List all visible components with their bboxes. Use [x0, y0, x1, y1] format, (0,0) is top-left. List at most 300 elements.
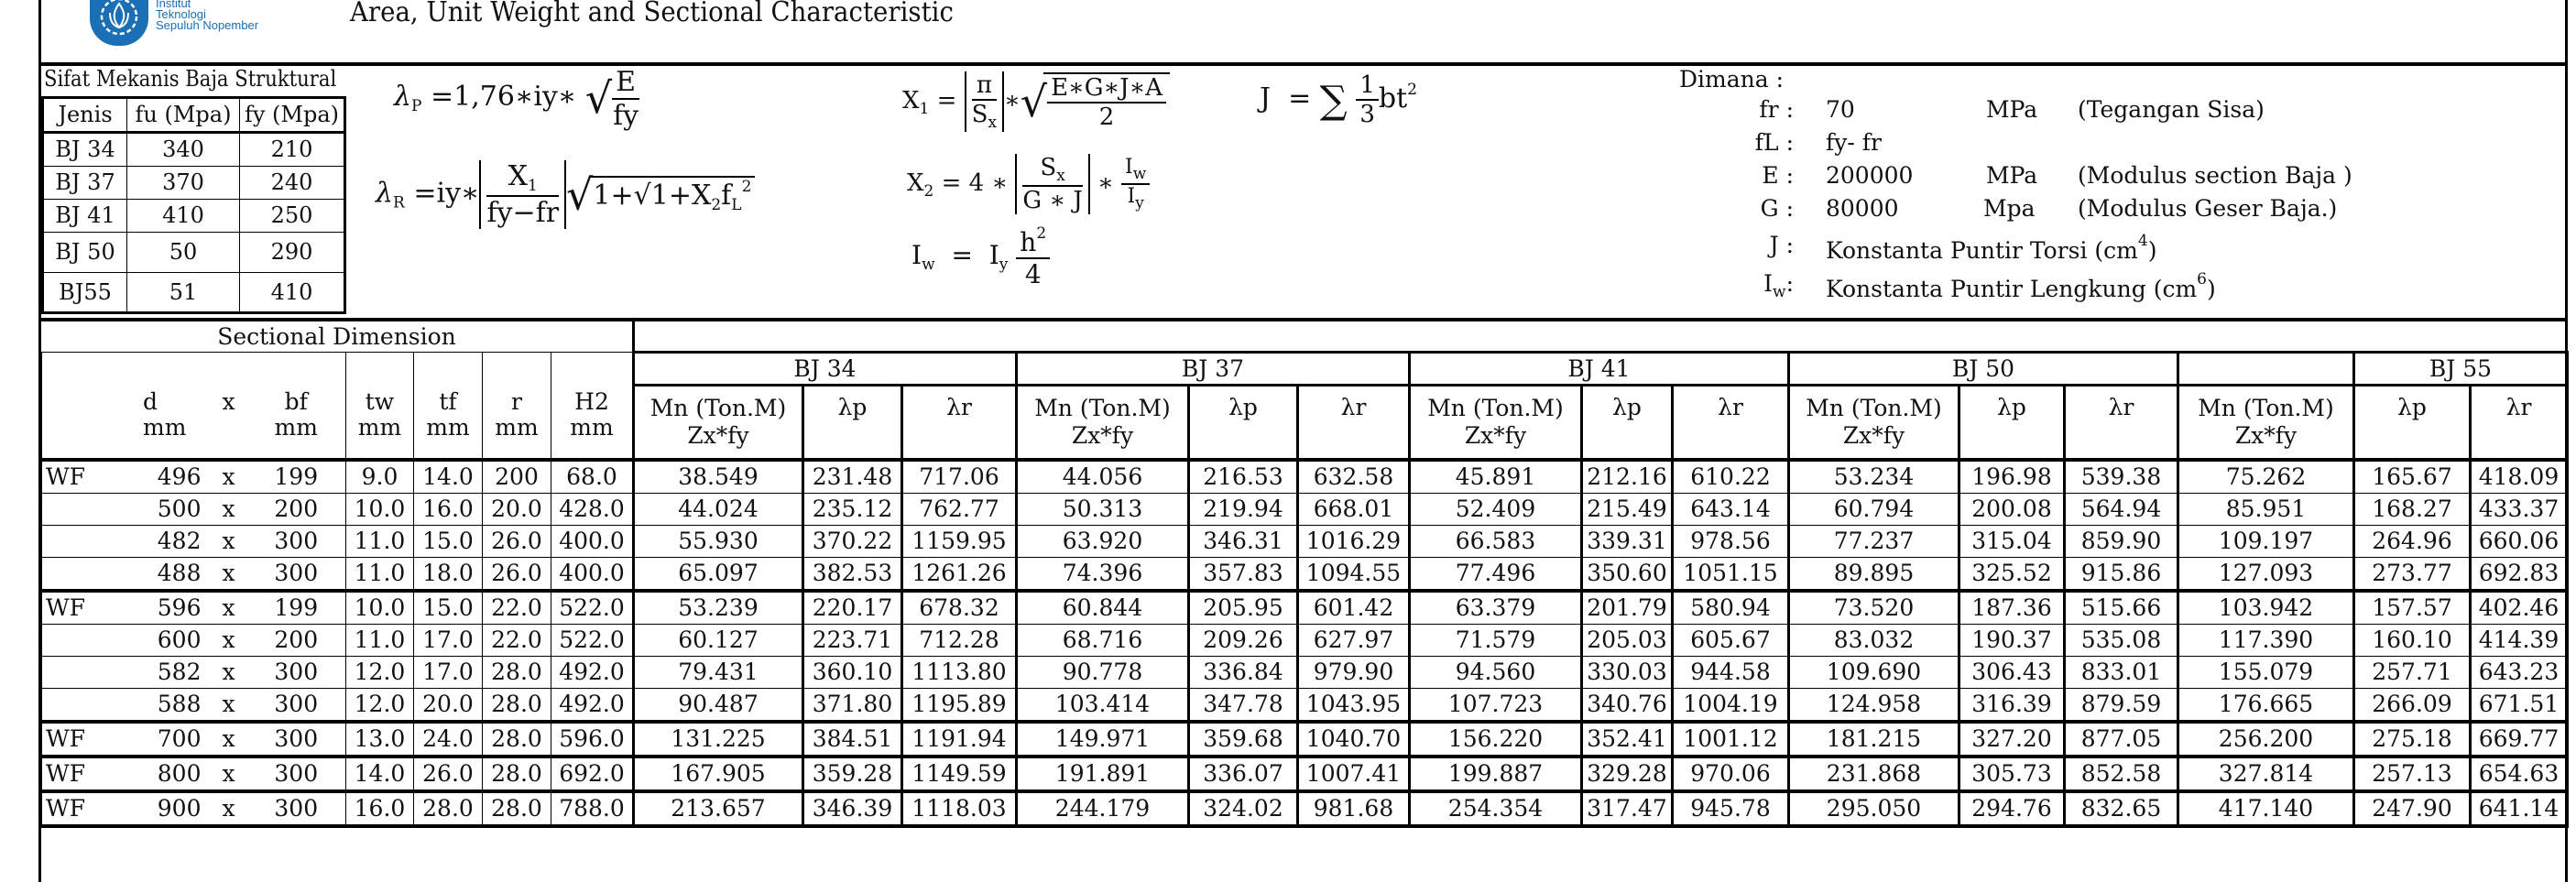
cell-mn: 124.958 [1789, 689, 1959, 723]
table-row [41, 722, 2568, 757]
cell-lambda-r: 610.22 [1673, 460, 1789, 494]
formula-j [1260, 71, 1417, 128]
cell-type [41, 558, 124, 592]
cell-type [41, 657, 124, 689]
head-tf: tf [439, 388, 457, 416]
cell-lambda-p: 231.48 [803, 460, 902, 494]
cell-lambda-r: 643.14 [1673, 494, 1789, 526]
cell-mn: 63.920 [1017, 526, 1189, 558]
cell-bf: 300 [247, 526, 346, 558]
cell-lambda-r: 944.58 [1673, 657, 1789, 689]
cell-mn: 149.971 [1017, 722, 1189, 757]
col-head-lambda-r: λr [2471, 385, 2568, 460]
mech-fy: 210 [240, 133, 345, 167]
cell-x: x [211, 526, 247, 558]
frac-den: G ∗ J [1022, 187, 1083, 214]
cell-lambda-p: 205.03 [1582, 625, 1673, 657]
cell-mn: 109.690 [1789, 657, 1959, 689]
cell-lambda-p: 357.83 [1189, 558, 1298, 592]
cell-lambda-r: 678.32 [902, 591, 1017, 625]
cell-mn: 53.239 [634, 591, 803, 625]
cell-lambda-p: 205.95 [1189, 591, 1298, 625]
cell-bf: 199 [247, 460, 346, 494]
lambda-symbol: λ [394, 81, 412, 113]
head-mn: Mn (Ton.M) [1806, 394, 1942, 421]
frac-num: I [1125, 156, 1133, 179]
frac-num: E [612, 66, 639, 100]
cell-bf: 300 [247, 791, 346, 826]
cell-lambda-r: 877.05 [2065, 722, 2178, 757]
head-r-unit: mm [495, 414, 539, 441]
cell-d: 482 [124, 526, 211, 558]
cell-lambda-p: 219.94 [1189, 494, 1298, 526]
col-head-mn [2178, 385, 2354, 460]
cell-bf: 300 [247, 722, 346, 757]
cell-mn: 191.891 [1017, 757, 1189, 791]
mech-fu: 370 [127, 167, 240, 200]
table-row [41, 657, 2568, 689]
cell-lambda-r: 641.14 [2471, 791, 2568, 826]
col-head-tf [414, 352, 483, 460]
grade-bj50: BJ 50 [1789, 352, 2178, 385]
cell-mn: 83.032 [1789, 625, 1959, 657]
cell-lambda-r: 414.39 [2471, 625, 2568, 657]
cell-bf: 200 [247, 494, 346, 526]
col-head-r [483, 352, 551, 460]
formula-x1 [902, 71, 1170, 132]
formula-lambda-p [394, 64, 643, 132]
col-head-mn [1410, 385, 1582, 460]
head-tf-unit: mm [426, 414, 470, 441]
cell-type: WF [41, 757, 124, 791]
its-shield-icon [90, 0, 148, 46]
head-mn: Mn (Ton.M) [649, 394, 787, 421]
section-title-row [41, 320, 2568, 352]
table-row [41, 757, 2568, 791]
cell-bf: 199 [247, 591, 346, 625]
cell-r: 26.0 [483, 558, 551, 592]
cell-lambda-p: 347.78 [1189, 689, 1298, 723]
col-head-h2 [551, 352, 634, 460]
cell-lambda-r: 668.01 [1298, 494, 1410, 526]
cell-lambda-r: 580.94 [1673, 591, 1789, 625]
mech-header-fy: fy (Mpa) [240, 98, 345, 133]
cell-mn: 213.657 [634, 791, 803, 826]
frac-num-sub: 1 [528, 177, 538, 195]
frac-num-sub: w [1132, 165, 1147, 183]
cell-lambda-p: 350.60 [1582, 558, 1673, 592]
sqrt-f: f [721, 179, 732, 212]
cell-lambda-r: 879.59 [2065, 689, 2178, 723]
cell-lambda-p: 330.03 [1582, 657, 1673, 689]
cell-lambda-p: 336.84 [1189, 657, 1298, 689]
legend-symbol-sub: w [1773, 283, 1786, 301]
cell-lambda-p: 196.98 [1959, 460, 2065, 494]
cell-lambda-r: 1040.70 [1298, 722, 1410, 757]
legend-unit: MPa [1986, 96, 2038, 123]
cell-lambda-r: 418.09 [2471, 460, 2568, 494]
cell-lambda-r: 535.08 [2065, 625, 2178, 657]
cell-mn: 60.127 [634, 625, 803, 657]
cell-tw: 9.0 [346, 460, 414, 494]
cell-lambda-r: 762.77 [902, 494, 1017, 526]
legend-desc: (Modulus section Baja ) [2078, 162, 2352, 189]
cell-lambda-p: 346.39 [803, 791, 902, 826]
cell-x: x [211, 791, 247, 826]
head-mn-formula: Zx*fy [687, 421, 749, 449]
cell-mn: 417.140 [2178, 791, 2354, 826]
grade-bj37: BJ 37 [1017, 352, 1410, 385]
cell-mn: 103.414 [1017, 689, 1189, 723]
cell-lambda-p: 359.28 [803, 757, 902, 791]
head-h2: H2 [574, 388, 609, 416]
cell-mn: 38.549 [634, 460, 803, 494]
mech-fu: 340 [127, 133, 240, 167]
col-head-lambda-p: λp [1582, 385, 1673, 460]
table-row [41, 558, 2568, 592]
cell-lambda-p: 305.73 [1959, 757, 2065, 791]
grade-bj34: BJ 34 [634, 352, 1017, 385]
grade-band-row [41, 352, 2568, 385]
logo-line-1: Institut [156, 0, 191, 10]
cell-mn: 117.390 [2178, 625, 2354, 657]
cell-lambda-p: 160.10 [2354, 625, 2471, 657]
cell-h2: 400.0 [551, 526, 634, 558]
sqrt-icon: √ [1020, 77, 1048, 126]
cell-mn: 103.942 [2178, 591, 2354, 625]
cell-r: 28.0 [483, 791, 551, 826]
cell-d: 900 [124, 791, 211, 826]
cell-h2: 492.0 [551, 689, 634, 723]
cell-lambda-p: 329.28 [1582, 757, 1673, 791]
frac-num-sup: 2 [1036, 224, 1047, 243]
head-mn-formula: Zx*fy [2234, 421, 2298, 449]
table-row [41, 460, 2568, 494]
head-tw: tw [365, 388, 395, 416]
cell-tw: 10.0 [346, 494, 414, 526]
col-head-lambda-p: λp [1189, 385, 1298, 460]
cell-lambda-p: 215.49 [1582, 494, 1673, 526]
col-head-tw [346, 352, 414, 460]
cell-h2: 492.0 [551, 657, 634, 689]
cell-r: 20.0 [483, 494, 551, 526]
col-head-bf [247, 352, 346, 460]
frac-den-sub: x [988, 114, 998, 132]
cell-tw: 11.0 [346, 526, 414, 558]
x2-sub: 2 [923, 182, 934, 201]
cell-lambda-r: 1051.15 [1673, 558, 1789, 592]
cell-mn: 68.716 [1017, 625, 1189, 657]
cell-r: 22.0 [483, 591, 551, 625]
legend-symbol: G : [1760, 195, 1794, 222]
iw-sub: w [922, 256, 935, 274]
sqrt-icon: √ [584, 73, 613, 123]
cell-mn: 256.200 [2178, 722, 2354, 757]
cell-mn: 295.050 [1789, 791, 1959, 826]
legend-value: fy- fr [1826, 129, 1882, 156]
sqrt-f-sub: L [731, 195, 742, 214]
cell-d: 500 [124, 494, 211, 526]
frac-num: E∗G∗J∗A [1047, 74, 1166, 103]
cell-h2: 400.0 [551, 558, 634, 592]
cell-bf: 300 [247, 757, 346, 791]
mech-row [43, 167, 345, 200]
cell-lambda-p: 316.39 [1959, 689, 2065, 723]
table-row [41, 791, 2568, 826]
cell-mn: 79.431 [634, 657, 803, 689]
cell-tw: 14.0 [346, 757, 414, 791]
cell-lambda-r: 852.58 [2065, 757, 2178, 791]
cell-x: x [211, 460, 247, 494]
x1-sub: 1 [919, 100, 930, 118]
cell-mn: 109.197 [2178, 526, 2354, 558]
legend-symbol: fL : [1754, 129, 1794, 156]
cell-mn: 155.079 [2178, 657, 2354, 689]
mech-row [43, 200, 345, 233]
cell-h2: 788.0 [551, 791, 634, 826]
section-title: Sectional Dimension [41, 320, 634, 352]
cell-h2: 522.0 [551, 625, 634, 657]
table-row [41, 526, 2568, 558]
cell-tf: 16.0 [414, 494, 483, 526]
cell-lambda-p: 264.96 [2354, 526, 2471, 558]
logo-line-3: Sepuluh Nopember [156, 18, 259, 32]
mech-header-jenis: Jenis [43, 98, 127, 133]
frac-den: S [971, 101, 988, 128]
legend-unit: MPa [1986, 162, 2038, 189]
cell-tf: 15.0 [414, 526, 483, 558]
cell-r: 22.0 [483, 625, 551, 657]
cell-r: 28.0 [483, 657, 551, 689]
cell-lambda-p: 266.09 [2354, 689, 2471, 723]
cell-lambda-r: 402.46 [2471, 591, 2568, 625]
head-mn-formula: Zx*fy [1464, 421, 1527, 449]
mechanical-props-table [41, 96, 346, 314]
cell-lambda-r: 978.56 [1673, 526, 1789, 558]
cell-tf: 20.0 [414, 689, 483, 723]
cell-mn: 77.496 [1410, 558, 1582, 592]
cell-type: WF [41, 460, 124, 494]
frac-num: h [1020, 227, 1037, 257]
cell-lambda-r: 692.83 [2471, 558, 2568, 592]
cell-tf: 15.0 [414, 591, 483, 625]
sectional-table [39, 318, 2569, 828]
cell-mn: 131.225 [634, 722, 803, 757]
cell-mn: 44.024 [634, 494, 803, 526]
cell-lambda-p: 346.31 [1189, 526, 1298, 558]
head-mn: Mn (Ton.M) [2198, 394, 2334, 421]
cell-bf: 300 [247, 657, 346, 689]
cell-mn: 77.237 [1789, 526, 1959, 558]
cell-h2: 428.0 [551, 494, 634, 526]
cell-lambda-p: 257.13 [2354, 757, 2471, 791]
x1-symbol: X [902, 87, 920, 114]
cell-tw: 11.0 [346, 625, 414, 657]
cell-bf: 300 [247, 689, 346, 723]
col-head-mn [634, 385, 803, 460]
cell-mn: 199.887 [1410, 757, 1582, 791]
frac-den: 4 [1024, 259, 1042, 289]
col-head-lambda-p: λp [2354, 385, 2471, 460]
head-d-unit: mm [143, 414, 187, 441]
cell-lambda-p: 165.67 [2354, 460, 2471, 494]
cell-type: WF [41, 591, 124, 625]
cell-lambda-p: 339.31 [1582, 526, 1673, 558]
head-mn-formula: Zx*fy [1071, 421, 1134, 449]
legend-title: Dimana : [1679, 66, 1785, 93]
cell-lambda-r: 1113.80 [902, 657, 1017, 689]
cell-mn: 94.560 [1410, 657, 1582, 689]
cell-mn: 75.262 [2178, 460, 2354, 494]
mech-fy: 290 [240, 233, 345, 273]
mech-fy: 250 [240, 200, 345, 233]
cell-x: x [211, 591, 247, 625]
cell-lambda-p: 325.52 [1959, 558, 2065, 592]
cell-lambda-p: 327.20 [1959, 722, 2065, 757]
logo-line-2: Teknologi [156, 7, 206, 21]
cell-lambda-p: 370.22 [803, 526, 902, 558]
cell-x: x [211, 722, 247, 757]
col-head-lambda-p: λp [1959, 385, 2065, 460]
formula-lambda-r [376, 160, 755, 229]
cell-lambda-p: 223.71 [803, 625, 902, 657]
equals: = [936, 87, 957, 114]
cell-lambda-p: 201.79 [1582, 591, 1673, 625]
formula-x2 [907, 154, 1150, 214]
cell-x: x [211, 494, 247, 526]
head-mn: Mn (Ton.M) [1034, 394, 1171, 421]
cell-tf: 17.0 [414, 625, 483, 657]
sigma-icon: ∑ [1319, 77, 1348, 123]
cell-mn: 60.794 [1789, 494, 1959, 526]
cell-lambda-p: 324.02 [1189, 791, 1298, 826]
cell-lambda-r: 1159.95 [902, 526, 1017, 558]
lambda-symbol: λ [376, 177, 394, 210]
cell-mn: 60.844 [1017, 591, 1189, 625]
col-head-type-d [41, 352, 211, 460]
cell-lambda-p: 168.27 [2354, 494, 2471, 526]
cell-d: 496 [124, 460, 211, 494]
mech-fy: 410 [240, 273, 345, 313]
cell-lambda-r: 601.42 [1298, 591, 1410, 625]
cell-lambda-r: 1007.41 [1298, 757, 1410, 791]
page-title: Area, Unit Weight and Sectional Characteristic [350, 0, 954, 28]
cell-r: 200 [483, 460, 551, 494]
cell-lambda-p: 382.53 [803, 558, 902, 592]
cell-h2: 692.0 [551, 757, 634, 791]
formula-iw [911, 224, 1050, 289]
cell-d: 588 [124, 689, 211, 723]
cell-tf: 17.0 [414, 657, 483, 689]
cell-tf: 18.0 [414, 558, 483, 592]
cell-mn: 254.354 [1410, 791, 1582, 826]
cell-lambda-r: 1261.26 [902, 558, 1017, 592]
cell-lambda-p: 200.08 [1959, 494, 2065, 526]
multiply: ∗ [1004, 87, 1021, 114]
mech-fu: 50 [127, 233, 240, 273]
cell-lambda-p: 340.76 [1582, 689, 1673, 723]
cell-d: 488 [124, 558, 211, 592]
mech-header-fu: fu (Mpa) [127, 98, 240, 133]
cell-lambda-r: 627.97 [1298, 625, 1410, 657]
table-row [41, 494, 2568, 526]
cell-type [41, 526, 124, 558]
head-r: r [511, 388, 522, 416]
cell-lambda-p: 235.12 [803, 494, 902, 526]
legend-close: ) [2207, 276, 2216, 302]
cell-lambda-p: 306.43 [1959, 657, 2065, 689]
head-d: d [143, 388, 158, 416]
cell-tw: 16.0 [346, 791, 414, 826]
cell-lambda-r: 833.01 [2065, 657, 2178, 689]
lambda-sub: R [393, 193, 405, 212]
cell-d: 596 [124, 591, 211, 625]
cell-lambda-p: 384.51 [803, 722, 902, 757]
cell-bf: 200 [247, 625, 346, 657]
multiply: ∗ [1097, 169, 1114, 197]
mech-row [43, 273, 345, 313]
cell-mn: 127.093 [2178, 558, 2354, 592]
cell-lambda-p: 317.47 [1582, 791, 1673, 826]
cell-d: 800 [124, 757, 211, 791]
formula-rhs: =1,76∗iy∗ [431, 81, 577, 113]
frac-num: S [1040, 154, 1057, 181]
cell-h2: 68.0 [551, 460, 634, 494]
cell-lambda-r: 915.86 [2065, 558, 2178, 592]
head-bf-unit: mm [274, 414, 318, 441]
cell-lambda-r: 660.06 [2471, 526, 2568, 558]
cell-lambda-p: 273.77 [2354, 558, 2471, 592]
legend-desc: (Tegangan Sisa) [2078, 96, 2265, 123]
its-logo [84, 0, 300, 46]
cell-tw: 13.0 [346, 722, 414, 757]
mech-fu: 410 [127, 200, 240, 233]
cell-mn: 73.520 [1789, 591, 1959, 625]
cell-r: 26.0 [483, 526, 551, 558]
legend-unit: Mpa [1983, 195, 2036, 222]
cell-mn: 52.409 [1410, 494, 1582, 526]
iy-sub: y [999, 256, 1009, 274]
mech-jenis: BJ 34 [43, 133, 127, 167]
sqrt-icon: √ [566, 169, 594, 220]
cell-lambda-r: 564.94 [2065, 494, 2178, 526]
cell-lambda-r: 669.77 [2471, 722, 2568, 757]
legend-symbol: E : [1762, 162, 1794, 189]
col-head-lambda-r: λr [2065, 385, 2178, 460]
cell-lambda-r: 1149.59 [902, 757, 1017, 791]
cell-mn: 181.215 [1789, 722, 1959, 757]
legend-sup: 4 [2137, 232, 2148, 250]
cell-lambda-r: 1004.19 [1673, 689, 1789, 723]
cell-lambda-r: 632.58 [1298, 460, 1410, 494]
cell-lambda-r: 1195.89 [902, 689, 1017, 723]
mech-jenis: BJ55 [43, 273, 127, 313]
legend-close: ) [2147, 237, 2157, 264]
mech-header-row [43, 98, 345, 133]
cell-lambda-p: 190.37 [1959, 625, 2065, 657]
cell-tw: 11.0 [346, 558, 414, 592]
table-body [41, 460, 2568, 826]
cell-lambda-p: 359.68 [1189, 722, 1298, 757]
cell-tf: 28.0 [414, 791, 483, 826]
legend-colon: : [1785, 270, 1794, 297]
cell-lambda-r: 515.66 [2065, 591, 2178, 625]
cell-type [41, 494, 124, 526]
cell-lambda-p: 157.57 [2354, 591, 2471, 625]
frac-den: I [1127, 185, 1136, 208]
cell-lambda-p: 212.16 [1582, 460, 1673, 494]
cell-lambda-r: 1001.12 [1673, 722, 1789, 757]
